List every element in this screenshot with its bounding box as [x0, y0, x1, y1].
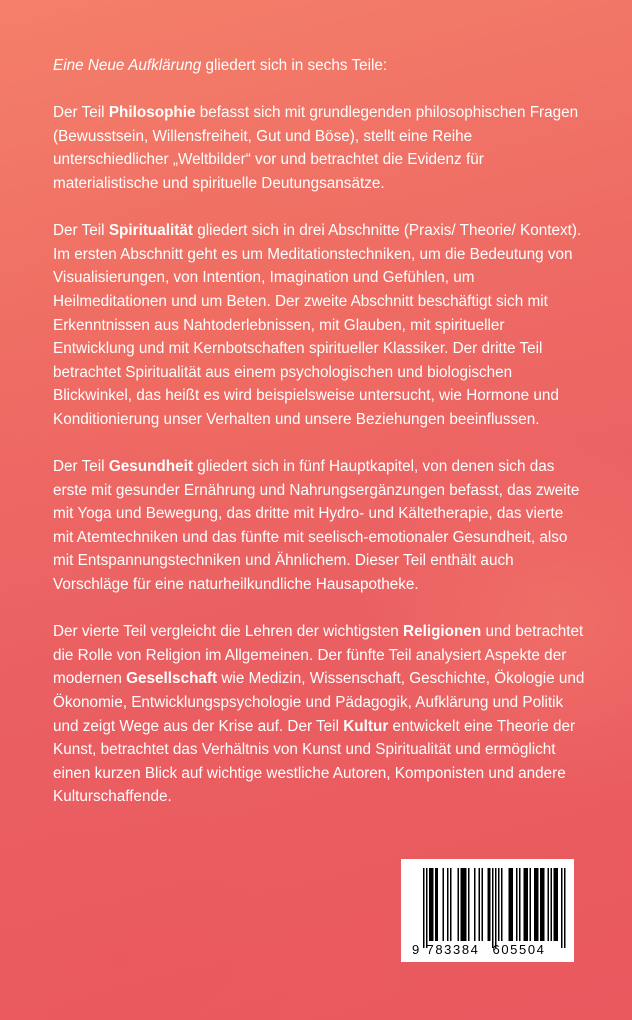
religion-heading: Religionen: [403, 623, 482, 641]
back-cover-text: [53, 54, 585, 833]
barcode-bar: [540, 868, 542, 941]
barcode-bar: [435, 868, 437, 941]
isbn-left-group: 783384: [426, 942, 480, 957]
barcode-bar: [543, 868, 545, 941]
barcode-bar: [498, 868, 500, 941]
barcode-bar: [510, 868, 512, 941]
barcode-bar: [564, 868, 566, 948]
barcode-bar: [555, 868, 557, 941]
barcode-bar: [474, 868, 476, 941]
barcode-bar: [423, 868, 425, 948]
barcode-bar: [534, 868, 536, 941]
barcode-bar: [464, 868, 466, 941]
barcode-bar: [462, 868, 464, 941]
barcode-bar: [429, 868, 431, 941]
barcode-bar: [530, 868, 532, 941]
barcode-bar: [524, 868, 526, 941]
spirituality-paragraph: Der Teil Spiritualität gliedert sich in drei Abschnitte (Praxis/ Theorie/ Kontext). Im ersten Abschnitt geht es um Meditationstechniken, um die Bedeutung von Visualisierungen, von Intention, Imagination und Gefühlen, um Heilmeditationen und um Beten. Der zweite Abschnitt beschäftigt sich mit Erkenntnissen aus Nahtoderlebnissen, mit Glauben, mit spiritueller Entwicklung und mit Kernbotschaften spiritueller Klassiker. Der dritte Teil betrachtet Spiritualität aus einem psychologischen und biologischen Blickwinkel, das heißt es wird beispielsweise untersucht, wie Hormone und Konditionierung unser Verhalten und unsere Beziehungen beeinflussen.: [53, 222, 582, 428]
barcode-graphic: [401, 859, 574, 962]
barcode-bar: [519, 868, 521, 941]
culture-heading: Kultur: [343, 717, 389, 735]
barcode-bar: [516, 868, 518, 941]
religion-society-culture-paragraph: Der vierte Teil vergleicht die Lehren der wichtigsten Religionen und betrachtet die Rolle von Religion im Allgemeinen. Der fünfte Teil analysiert Aspekte der modernen Gesellschaft wie Medizin, Wissenschaft, Geschichte, Ökologie und Ökonomie, Entwicklungspsychologie und Pädagogik, Aufklärung und Politik und zeigt Wege aus der Krise auf. Der Teil Kultur entwickelt eine Theorie der Kunst, betrachtet das Verhältnis von Kunst und Spiritualität und ermöglicht einen kurzen Blick auf wichtige westliche Autoren, Komponisten und andere Kulturschaffende.: [53, 623, 585, 806]
barcode-bar: [432, 868, 434, 941]
barcode-bar: [542, 868, 544, 941]
barcode-bar: [431, 868, 433, 941]
society-heading: Gesellschaft: [126, 670, 218, 688]
barcode-bar: [495, 868, 497, 948]
barcode-bar: [489, 868, 491, 941]
barcode-bar: [458, 868, 460, 941]
philosophy-paragraph: Der Teil Philosophie befasst sich mit grundlegenden philosophischen Fragen (Bewusstsein, Willensfreiheit, Gut und Böse), stellt eine Reihe unterschiedlicher „Weltbilder“ vor und betrachtet die Evidenz für materialistische und spirituelle Deutungsansätze.: [53, 104, 579, 192]
barcode-bar: [551, 868, 553, 941]
barcode-bar: [488, 868, 490, 941]
barcode-bar: [554, 868, 556, 941]
barcode-bar: [536, 868, 538, 941]
barcode-bar: [443, 868, 445, 941]
barcode-bar: [509, 868, 511, 941]
barcode-bar: [557, 868, 559, 941]
isbn-first-digit: 9: [412, 942, 420, 957]
barcode-bar: [468, 868, 470, 941]
barcode-bar: [561, 868, 563, 948]
barcode-bar: [465, 868, 467, 941]
book-title: Eine Neue Aufklärung: [53, 57, 202, 74]
barcode-bar: [527, 868, 529, 941]
barcode-bar: [447, 868, 449, 941]
intro-paragraph: Eine Neue Aufklärung gliedert sich in sechs Teile:: [53, 57, 388, 74]
health-heading: Gesundheit: [108, 458, 193, 476]
health-paragraph: Der Teil Gesundheit gliedert sich in fünf Hauptkapitel, von denen sich das erste mit gesunder Ernährung und Nahrungsergänzungen befasst, das zweite mit Yoga und Bewegung, das dritte mit Hydro- und Kältetherapie, das vierte mit Atemtechniken und das fünfte mit seelisch-emotionaler Gesundheit, also mit Entspannungstechniken und Ähnlichem. Dieser Teil enthält auch Vorschläge für eine naturheilkundliche Hausapotheke.: [53, 458, 580, 594]
spirituality-heading: Spiritualität: [108, 222, 193, 240]
barcode-bars: [423, 868, 566, 948]
isbn-right-group: 605504: [492, 942, 546, 957]
barcode-bar: [437, 868, 439, 941]
barcode-bar: [450, 868, 452, 941]
barcode-bar: [492, 868, 494, 948]
barcode-bar: [501, 868, 503, 941]
barcode-bar: [525, 868, 527, 941]
barcode-bar: [461, 868, 463, 941]
barcode-bar: [479, 868, 481, 941]
barcode-bar: [482, 868, 484, 941]
isbn-barcode: [401, 859, 574, 962]
barcode-bar: [512, 868, 514, 941]
barcode-bar: [426, 868, 428, 948]
philosophy-heading: Philosophie: [108, 104, 196, 122]
barcode-bar: [537, 868, 539, 941]
barcode-bar: [548, 868, 550, 941]
